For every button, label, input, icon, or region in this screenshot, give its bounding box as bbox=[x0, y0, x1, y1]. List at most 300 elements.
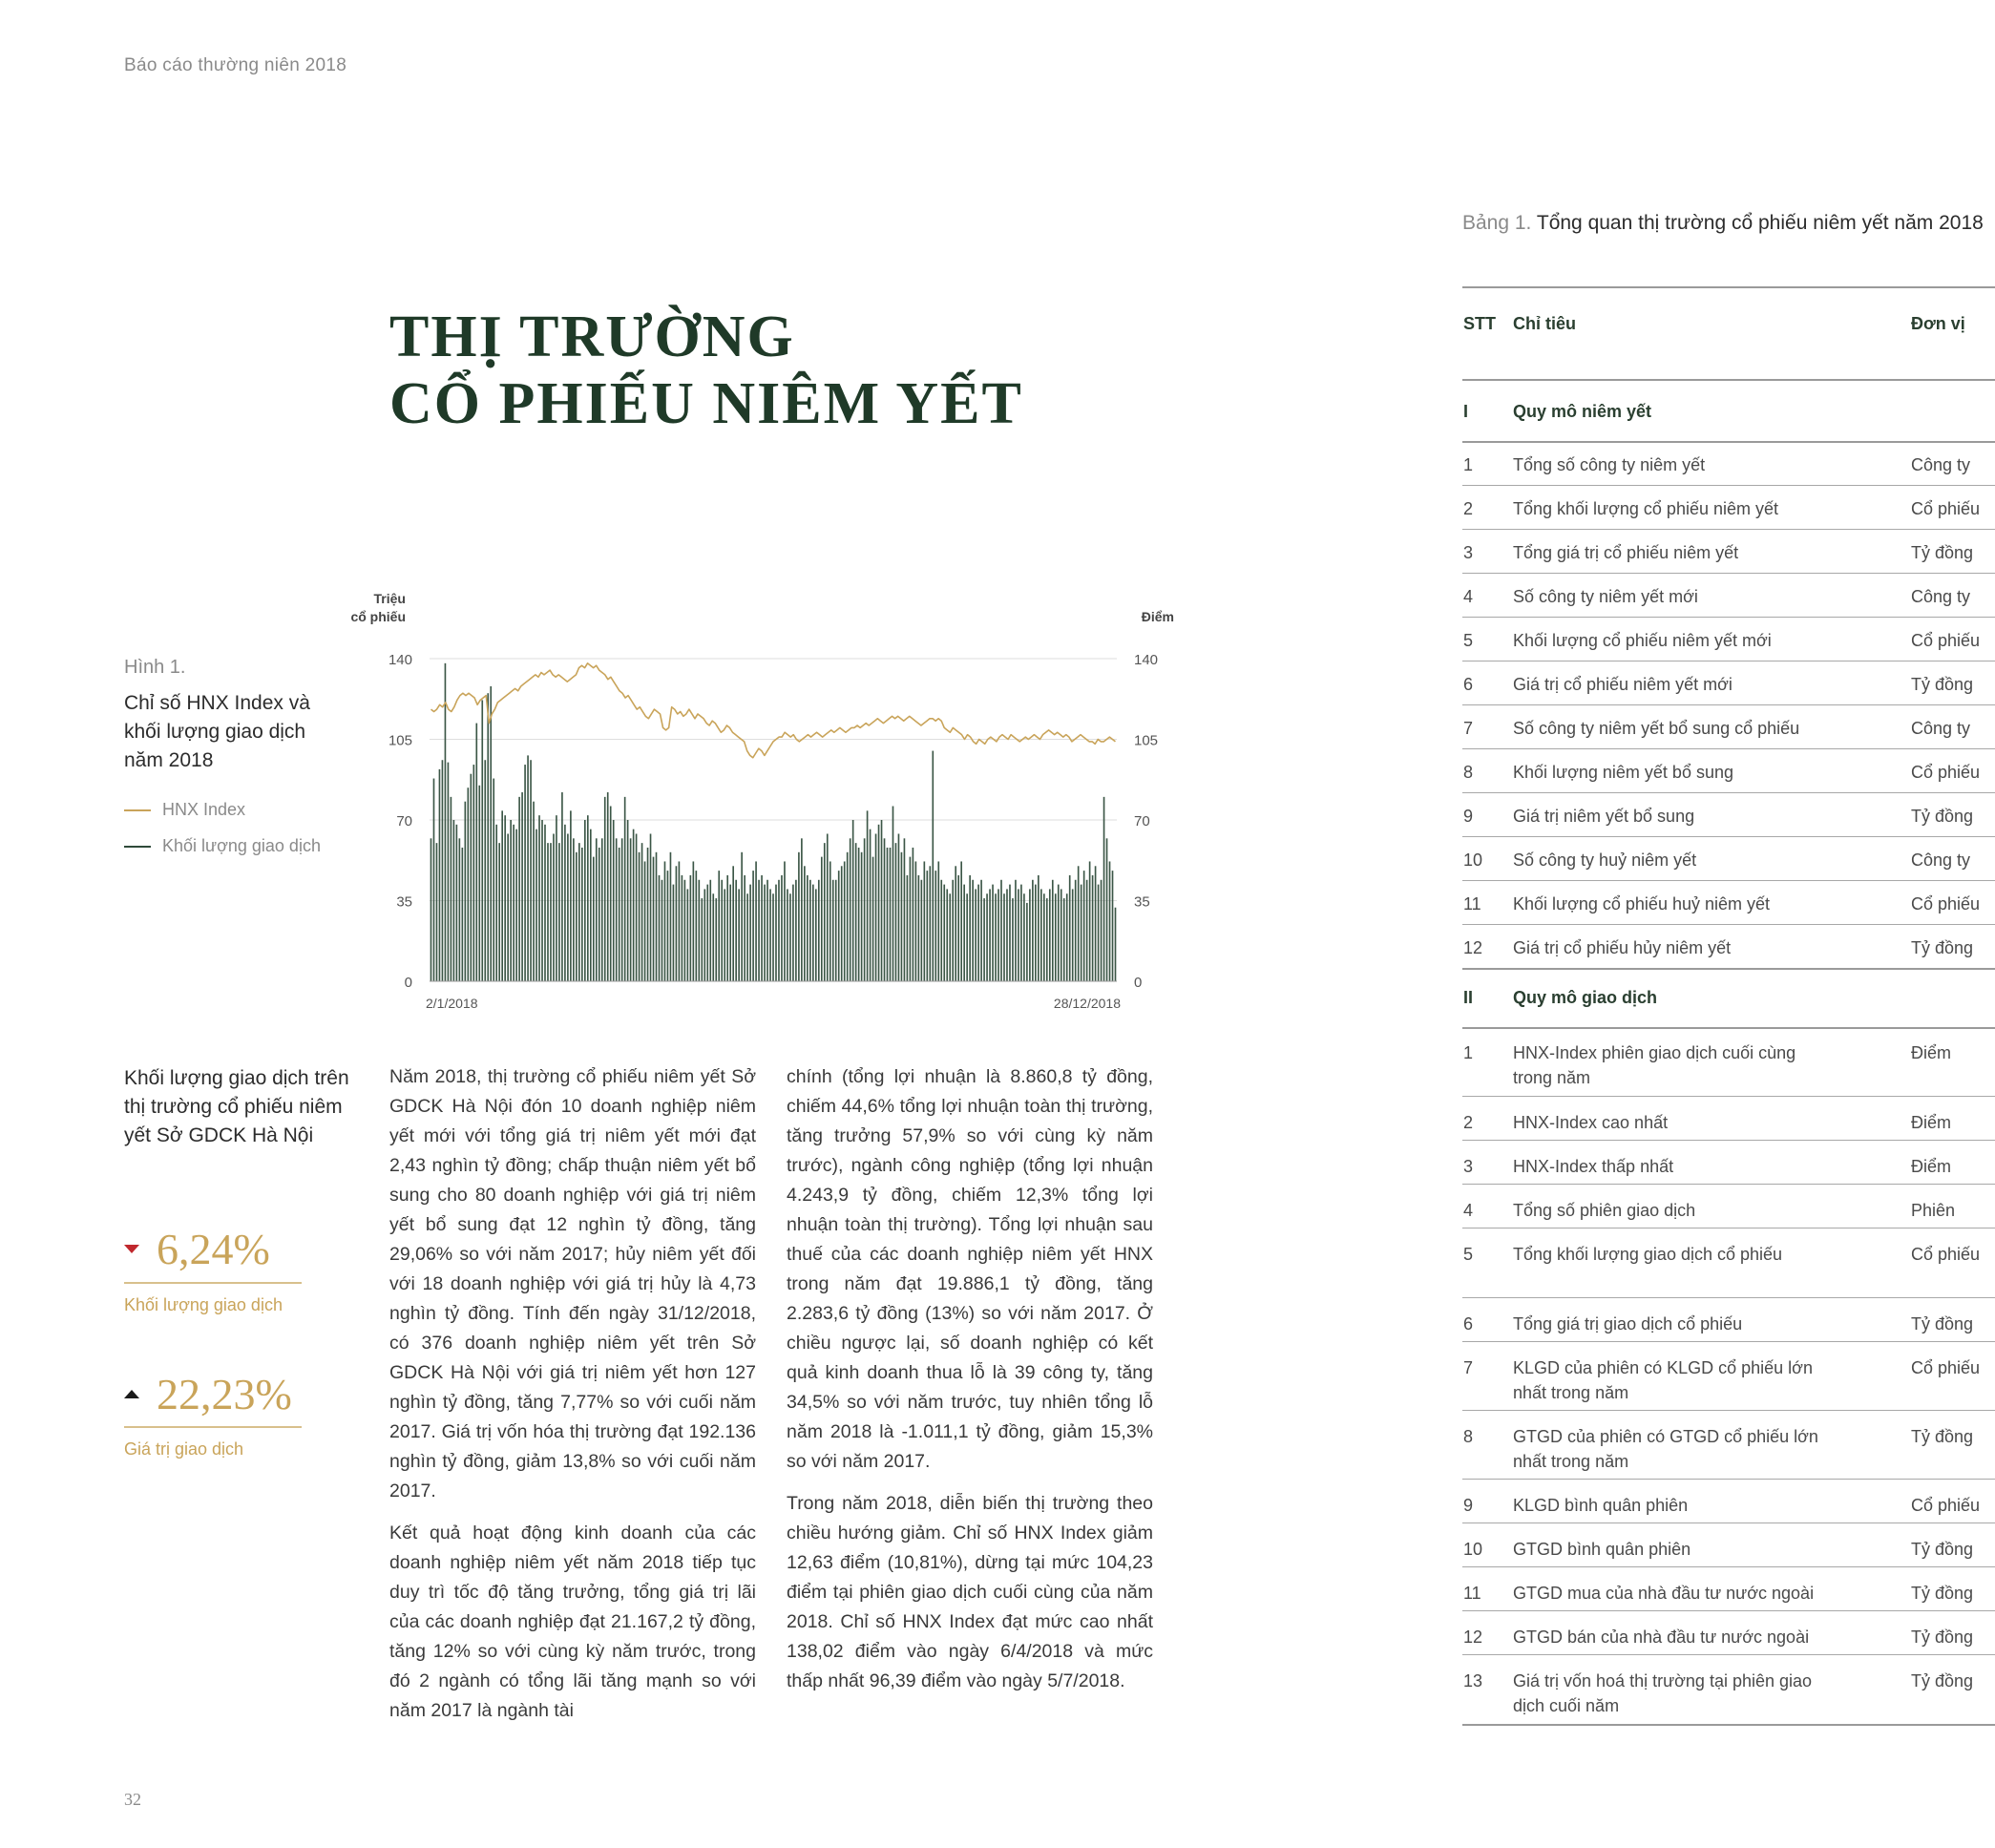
volume-bar bbox=[764, 885, 766, 981]
table-cell-chitieu: GTGD mua của nhà đầu tư nước ngoài bbox=[1513, 1584, 1815, 1603]
volume-bar bbox=[601, 838, 603, 981]
volume-bar bbox=[1115, 908, 1117, 981]
table-cell-stt: 8 bbox=[1463, 763, 1474, 782]
volume-bar bbox=[744, 875, 746, 981]
volume-bar bbox=[969, 875, 971, 981]
table-row-rule bbox=[1462, 617, 1995, 618]
volume-bar bbox=[824, 843, 826, 981]
table-row-rule bbox=[1462, 1522, 1995, 1523]
table-cell-stt: 10 bbox=[1463, 850, 1483, 870]
volume-bar bbox=[644, 861, 646, 981]
section-rule bbox=[1462, 1027, 1995, 1029]
volume-bar bbox=[1103, 797, 1105, 981]
volume-bar bbox=[581, 848, 583, 981]
table-cell-chitieu: Tổng giá trị cổ phiếu niêm yết bbox=[1513, 543, 1739, 562]
volume-bar bbox=[687, 889, 689, 981]
volume-bar bbox=[627, 820, 629, 981]
volume-bar bbox=[832, 880, 834, 981]
volume-bar bbox=[704, 889, 705, 981]
volume-bar bbox=[533, 802, 535, 981]
stat-label: Khối lượng giao dịch bbox=[124, 1295, 283, 1314]
table-cell-chitieu: KLGD của phiên có KLGD cổ phiếu lớn nhất trong năm bbox=[1513, 1358, 1813, 1402]
volume-bar bbox=[972, 880, 974, 981]
table-cell-donvi: Cổ phiếu bbox=[1911, 1496, 1981, 1515]
table-cell-donvi: Cổ phiếu bbox=[1911, 894, 1981, 914]
arrow-up-icon bbox=[124, 1390, 139, 1398]
volume-bar bbox=[550, 843, 552, 981]
volume-bar bbox=[584, 820, 586, 981]
table-row-rule bbox=[1462, 792, 1995, 793]
table-cell-stt: 5 bbox=[1463, 1245, 1474, 1264]
volume-bar bbox=[624, 797, 626, 981]
table-cell-donvi: Tỷ đồng bbox=[1911, 1540, 1974, 1559]
volume-bar bbox=[766, 880, 768, 981]
table-cell-stt: 6 bbox=[1463, 675, 1474, 694]
volume-bar bbox=[1098, 885, 1100, 981]
volume-bar bbox=[439, 769, 441, 981]
report-header: Báo cáo thường niên 2018 bbox=[124, 55, 347, 75]
table-row-rule bbox=[1462, 529, 1995, 530]
volume-bar bbox=[718, 871, 720, 981]
volume-bar bbox=[1020, 885, 1022, 981]
y-tick-label-right: 35 bbox=[1134, 893, 1150, 911]
table-cell-stt: 3 bbox=[1463, 543, 1474, 562]
volume-bar bbox=[462, 848, 464, 981]
table-cell-chitieu: GTGD bán của nhà đầu tư nước ngoài bbox=[1513, 1628, 1810, 1647]
volume-bar bbox=[864, 838, 866, 981]
volume-bar bbox=[498, 843, 500, 981]
volume-bar bbox=[676, 866, 678, 981]
volume-bar bbox=[621, 838, 623, 981]
volume-bar bbox=[878, 825, 880, 981]
volume-bar bbox=[1089, 861, 1091, 981]
volume-bar bbox=[619, 848, 620, 981]
volume-bar bbox=[830, 861, 831, 981]
volume-bar bbox=[998, 889, 999, 981]
volume-bar bbox=[481, 700, 483, 981]
volume-bar bbox=[861, 852, 863, 981]
table-cell-stt: 4 bbox=[1463, 587, 1474, 606]
volume-bar bbox=[910, 857, 912, 981]
volume-bar bbox=[604, 797, 606, 981]
volume-bar bbox=[670, 852, 672, 981]
volume-bar bbox=[1101, 880, 1102, 981]
volume-bar bbox=[726, 875, 728, 981]
table-row-rule bbox=[1462, 1566, 1995, 1567]
paragraph: chính (tổng lợi nhuận là 8.860,8 tỷ đồng, chiếm 44,6% tổng lợi nhuận toàn thị trường, tăng trưởng 57,9% so với cùng kỳ năm trước), ngành công nghiệp (tổng lợi nhuận 4.243,9 tỷ đồng, chiếm 12,3% tổng lợi nhuận toàn thị trường). Tổng lợi nhuận sau thuế của các doanh nghiệp niêm yết HNX trong năm đạt 19.886,1 tỷ đồng, tăng 2.283,6 tỷ đồng (13%) so với năm 2017. Ở chiều ngược lại, số doanh nghiệp có kết quả kinh doanh thua lỗ là 39 công ty, tăng 34,5% so với năm trước, tuy nhiên tổng lỗ năm 2018 là -1.011,1 tỷ đồng, giảm 15,3% so với năm 2017. bbox=[787, 1066, 1153, 1472]
volume-bar bbox=[815, 889, 817, 981]
y-tick-label-left: 70 bbox=[396, 813, 412, 830]
table-row-rule bbox=[1462, 1610, 1995, 1611]
volume-bar bbox=[724, 889, 725, 981]
volume-bar bbox=[975, 889, 976, 981]
volume-bar bbox=[693, 861, 695, 981]
volume-bar bbox=[921, 880, 923, 981]
legend-item-volume bbox=[124, 836, 321, 856]
table-cell-stt: 9 bbox=[1463, 1496, 1474, 1515]
volume-bar bbox=[696, 871, 698, 981]
volume-bar bbox=[1095, 866, 1097, 981]
volume-bar bbox=[1038, 875, 1040, 981]
volume-bar bbox=[541, 820, 543, 981]
volume-bar bbox=[884, 838, 886, 981]
table-row-rule bbox=[1462, 836, 1995, 837]
volume-bar bbox=[1106, 838, 1108, 981]
stat-volume bbox=[124, 1224, 270, 1274]
hnx-volume-chart bbox=[344, 582, 1174, 1012]
volume-bar bbox=[521, 792, 523, 981]
table-cell-donvi: Công ty bbox=[1911, 455, 1971, 474]
volume-bar bbox=[1006, 889, 1008, 981]
volume-bar bbox=[924, 861, 926, 981]
volume-bar bbox=[493, 779, 494, 981]
volume-bar bbox=[752, 871, 754, 981]
volume-bar bbox=[1060, 889, 1062, 981]
volume-bar bbox=[490, 686, 492, 981]
volume-bar bbox=[1029, 889, 1031, 981]
volume-bar bbox=[875, 833, 877, 981]
volume-bar bbox=[872, 857, 874, 981]
volume-bar bbox=[929, 866, 931, 981]
table-cell-stt: 2 bbox=[1463, 1113, 1474, 1132]
table-cell-donvi: Công ty bbox=[1911, 587, 1971, 606]
volume-bar bbox=[570, 810, 572, 981]
paragraph: Năm 2018, thị trường cổ phiếu niêm yết Sở GDCK Hà Nội đón 10 doanh nghiệp niêm yết mới với tổng giá trị niêm yết mới đạt 2,43 nghìn tỷ đồng; chấp thuận niêm yết bổ sung cho 80 doanh nghiệp với giá trị niêm yết bổ sung đạt 12 nghìn tỷ đồng, tăng 29,06% so với năm 2017; hủy niêm yết đối với 18 doanh nghiệp với giá trị hủy là 4,73 nghìn tỷ đồng. Tính đến ngày 31/12/2018, có 376 doanh nghiệp niêm yết trên Sở GDCK Hà Nội với giá trị niêm yết hơn 127 nghìn tỷ đồng, tăng 7,77% so với cuối năm 2017. Giá trị vốn hóa thị trường đạt 192.136 nghìn tỷ đồng, giảm 13,8% so với cuối năm 2017. bbox=[389, 1066, 756, 1502]
table-cell-stt: 6 bbox=[1463, 1314, 1474, 1334]
volume-bar bbox=[1046, 898, 1048, 981]
table-cell-donvi: Phiên bbox=[1911, 1201, 1956, 1220]
volume-bar bbox=[960, 861, 962, 981]
volume-bar bbox=[556, 815, 557, 981]
table-cell-chitieu: Tổng khối lượng giao dịch cổ phiếu bbox=[1513, 1245, 1783, 1264]
table-header-stt: STT bbox=[1463, 314, 1496, 333]
volume-bar bbox=[821, 857, 823, 981]
table-header-rule bbox=[1462, 379, 1995, 381]
volume-bar bbox=[852, 820, 854, 981]
volume-bar bbox=[798, 852, 800, 981]
table-cell-stt: 1 bbox=[1463, 1043, 1474, 1062]
volume-bar bbox=[475, 724, 477, 981]
table-cell-donvi: Điểm bbox=[1911, 1113, 1952, 1132]
section-stt: II bbox=[1463, 988, 1474, 1007]
table-row-rule bbox=[1462, 1724, 1995, 1726]
table-cell-chitieu: Số công ty niêm yết mới bbox=[1513, 587, 1698, 606]
table-cell-donvi: Điểm bbox=[1911, 1157, 1952, 1176]
table-row-rule bbox=[1462, 1096, 1995, 1097]
volume-bar bbox=[564, 825, 566, 981]
figure-number: Hình 1. bbox=[124, 657, 186, 678]
table-cell-chitieu: HNX-Index phiên giao dịch cuối cùng trong năm bbox=[1513, 1043, 1796, 1087]
volume-bar bbox=[456, 825, 458, 981]
table-row-rule bbox=[1462, 1654, 1995, 1655]
table-cell-chitieu: Giá trị cổ phiếu niêm yết mới bbox=[1513, 675, 1732, 694]
volume-bar bbox=[729, 885, 731, 981]
volume-bar bbox=[901, 852, 903, 981]
table-cell-donvi: Cổ phiếu bbox=[1911, 499, 1981, 518]
table-cell-donvi: Điểm bbox=[1911, 1043, 1952, 1062]
page-title-line-2: CỔ PHIẾU NIÊM YẾT bbox=[389, 371, 1023, 436]
volume-bar bbox=[527, 755, 529, 981]
volume-bar bbox=[650, 833, 652, 981]
volume-bar bbox=[701, 898, 703, 981]
volume-bar bbox=[673, 885, 675, 981]
volume-bar bbox=[536, 830, 537, 981]
table-row-rule bbox=[1462, 968, 1995, 970]
volume-bar bbox=[448, 763, 450, 981]
volume-bar bbox=[596, 838, 598, 981]
volume-bar bbox=[887, 848, 889, 981]
body-column-1 bbox=[389, 1062, 756, 1738]
table-cell-chitieu: Tổng giá trị giao dịch cổ phiếu bbox=[1513, 1314, 1743, 1334]
table-cell-donvi: Công ty bbox=[1911, 850, 1971, 870]
volume-bar bbox=[1058, 885, 1060, 981]
volume-bar bbox=[430, 838, 432, 981]
volume-bar bbox=[1015, 880, 1017, 981]
page-title-line-1: THỊ TRƯỜNG bbox=[389, 304, 795, 369]
volume-bar bbox=[656, 852, 658, 981]
volume-bar bbox=[784, 861, 786, 981]
table-cell-donvi: Cổ phiếu bbox=[1911, 763, 1981, 782]
volume-bar bbox=[684, 880, 686, 981]
volume-bar bbox=[1043, 893, 1045, 981]
body-column-2 bbox=[787, 1062, 1153, 1709]
volume-bar bbox=[818, 880, 820, 981]
table-row-rule bbox=[1462, 661, 1995, 662]
volume-bar bbox=[844, 861, 846, 981]
volume-bar bbox=[847, 852, 849, 981]
volume-bar bbox=[758, 880, 760, 981]
page-title bbox=[389, 304, 1023, 437]
table-cell-chitieu: Tổng số phiên giao dịch bbox=[1513, 1201, 1696, 1220]
stat-divider bbox=[124, 1282, 302, 1284]
volume-bar bbox=[801, 838, 803, 981]
volume-bar bbox=[1072, 889, 1074, 981]
volume-bar bbox=[659, 875, 661, 981]
volume-bar bbox=[735, 880, 737, 981]
volume-bar bbox=[662, 880, 663, 981]
table-cell-donvi: Công ty bbox=[1911, 719, 1971, 738]
volume-bar bbox=[598, 848, 600, 981]
volume-bar bbox=[607, 792, 609, 981]
volume-bar bbox=[915, 861, 917, 981]
volume-bar bbox=[989, 889, 991, 981]
volume-bar bbox=[1052, 880, 1054, 981]
volume-bar bbox=[1055, 893, 1057, 981]
volume-bar bbox=[636, 833, 638, 981]
volume-bar bbox=[867, 810, 869, 981]
volume-bar bbox=[1081, 885, 1082, 981]
volume-bar bbox=[804, 866, 806, 981]
table-top-rule bbox=[1462, 286, 1995, 288]
volume-bar bbox=[732, 866, 734, 981]
volume-bar bbox=[937, 861, 939, 981]
table-cell-chitieu: GTGD bình quân phiên bbox=[1513, 1540, 1691, 1559]
volume-bar bbox=[807, 875, 808, 981]
volume-bar bbox=[778, 880, 780, 981]
volume-bar bbox=[667, 871, 669, 981]
section-stt: I bbox=[1463, 402, 1469, 421]
volume-bar bbox=[518, 797, 520, 981]
table-row-rule bbox=[1462, 880, 1995, 881]
volume-bar bbox=[858, 848, 860, 981]
table-cell-donvi: Cổ phiếu bbox=[1911, 1358, 1981, 1377]
volume-bar bbox=[553, 833, 555, 981]
volume-bar bbox=[1035, 885, 1037, 981]
table-cell-chitieu: Tổng khối lượng cổ phiếu niêm yết bbox=[1513, 499, 1779, 518]
table-row-rule bbox=[1462, 1410, 1995, 1411]
x-tick-label-end: 28/12/2018 bbox=[1053, 996, 1121, 1011]
legend-item-hnx-index bbox=[124, 800, 245, 820]
table-cell-donvi: Tỷ đồng bbox=[1911, 1427, 1974, 1446]
hnx-index-line bbox=[431, 663, 1116, 758]
volume-bar bbox=[827, 833, 829, 981]
volume-bar bbox=[573, 838, 575, 981]
volume-bar bbox=[870, 830, 872, 981]
table-cell-stt: 13 bbox=[1463, 1671, 1483, 1690]
volume-bar bbox=[682, 875, 683, 981]
volume-bar bbox=[613, 820, 615, 981]
volume-bar bbox=[932, 751, 934, 981]
volume-bar bbox=[1012, 898, 1014, 981]
y-tick-label-right: 70 bbox=[1134, 813, 1150, 830]
volume-bar bbox=[741, 852, 743, 981]
volume-bar bbox=[949, 893, 951, 981]
volume-bar bbox=[507, 833, 509, 981]
volume-bar bbox=[639, 852, 640, 981]
volume-bar bbox=[1092, 875, 1094, 981]
volume-bar bbox=[955, 866, 956, 981]
volume-bar bbox=[513, 825, 514, 981]
volume-bar bbox=[578, 843, 580, 981]
table-cell-chitieu: Giá trị niêm yết bổ sung bbox=[1513, 807, 1695, 826]
volume-bar bbox=[898, 833, 900, 981]
volume-bar bbox=[1078, 866, 1080, 981]
volume-bar bbox=[445, 663, 447, 981]
table-row-rule bbox=[1462, 924, 1995, 925]
volume-bar bbox=[510, 820, 512, 981]
volume-bar bbox=[515, 830, 517, 981]
volume-bar bbox=[690, 875, 692, 981]
volume-bar bbox=[812, 885, 814, 981]
y-tick-label-left: 35 bbox=[396, 893, 412, 911]
table-cell-stt: 4 bbox=[1463, 1201, 1474, 1220]
volume-bar bbox=[809, 880, 811, 981]
legend-swatch-bar bbox=[124, 846, 151, 848]
stat-divider bbox=[124, 1426, 302, 1428]
volume-bar bbox=[795, 880, 797, 981]
volume-bar bbox=[471, 774, 472, 981]
volume-bar bbox=[1069, 875, 1071, 981]
y-tick-label-left: 140 bbox=[388, 652, 412, 668]
volume-bar bbox=[558, 843, 560, 981]
volume-bar bbox=[679, 861, 681, 981]
volume-bar bbox=[1086, 880, 1088, 981]
side-stats-title: Khối lượng giao dịch trên thị trường cổ phiếu niêm yết Sở GDCK Hà Nội bbox=[124, 1067, 349, 1146]
volume-bar bbox=[746, 893, 748, 981]
volume-bar bbox=[721, 880, 723, 981]
y-tick-label-right: 0 bbox=[1134, 975, 1143, 991]
table-cell-stt: 11 bbox=[1463, 894, 1481, 914]
volume-bar bbox=[484, 760, 486, 981]
volume-bar bbox=[1066, 893, 1068, 981]
volume-bar bbox=[789, 893, 791, 981]
volume-bar bbox=[433, 779, 435, 981]
volume-bar bbox=[576, 852, 578, 981]
volume-bar bbox=[709, 880, 711, 981]
table-cell-chitieu: KLGD bình quân phiên bbox=[1513, 1496, 1689, 1515]
volume-bar bbox=[547, 843, 549, 981]
volume-bar bbox=[772, 893, 774, 981]
volume-bar bbox=[459, 838, 461, 981]
legend-label: HNX Index bbox=[162, 800, 246, 819]
table-caption-text: Tổng quan thị trường cổ phiếu niêm yết năm 2018 bbox=[1536, 212, 1984, 234]
table-cell-chitieu: Giá trị cổ phiếu hủy niêm yết bbox=[1513, 938, 1732, 957]
volume-bar bbox=[946, 889, 948, 981]
volume-bar bbox=[561, 792, 563, 981]
table-cell-donvi: Cổ phiếu bbox=[1911, 1245, 1981, 1264]
y-tick-label-left: 0 bbox=[404, 975, 412, 991]
table-cell-donvi: Tỷ đồng bbox=[1911, 1584, 1974, 1603]
volume-bar bbox=[749, 885, 751, 981]
table-row-rule bbox=[1462, 573, 1995, 574]
volume-bar bbox=[442, 760, 444, 981]
volume-bar bbox=[1040, 889, 1042, 981]
table-caption bbox=[1462, 212, 1984, 235]
volume-bar bbox=[1026, 903, 1028, 981]
volume-bar bbox=[934, 871, 936, 981]
volume-bar bbox=[963, 885, 965, 981]
section-title: Quy mô giao dịch bbox=[1513, 988, 1658, 1007]
volume-bar bbox=[787, 889, 788, 981]
table-cell-chitieu: Khối lượng cổ phiếu niêm yết mới bbox=[1513, 631, 1772, 650]
volume-bar bbox=[966, 893, 968, 981]
volume-bar bbox=[918, 875, 920, 981]
table-cell-chitieu: Giá trị vốn hoá thị trường tại phiên giao dịch cuối năm bbox=[1513, 1671, 1813, 1715]
volume-bar bbox=[468, 788, 470, 981]
volume-bar bbox=[453, 820, 455, 981]
table-cell-chitieu: Số công ty niêm yết bổ sung cổ phiếu bbox=[1513, 719, 1800, 738]
volume-bar bbox=[890, 848, 892, 981]
x-tick-label-start: 2/1/2018 bbox=[426, 996, 478, 1011]
table-cell-stt: 10 bbox=[1463, 1540, 1483, 1559]
table-cell-donvi: Tỷ đồng bbox=[1911, 543, 1974, 562]
volume-bar bbox=[610, 807, 612, 981]
table-cell-stt: 7 bbox=[1463, 1358, 1474, 1377]
volume-bar bbox=[952, 880, 954, 981]
paragraph: Trong năm 2018, diễn biến thị trường theo chiều hướng giảm. Chỉ số HNX Index giảm 12,63 điểm (10,81%), dừng tại mức 104,23 điểm tại phiên giao dịch cuối cùng của năm 2018. Chỉ số HNX Index đạt mức cao nhất 138,02 điểm vào ngày 6/4/2018 và mức thấp nhất 96,39 điểm vào ngày 5/7/2018. bbox=[787, 1493, 1153, 1691]
section-title: Quy mô niêm yết bbox=[1513, 402, 1652, 421]
volume-bar bbox=[590, 830, 592, 981]
volume-bar bbox=[940, 880, 942, 981]
volume-bar bbox=[1083, 871, 1085, 981]
volume-bar bbox=[913, 848, 914, 981]
volume-bar bbox=[587, 815, 589, 981]
table-cell-donvi: Tỷ đồng bbox=[1911, 675, 1974, 694]
table-cell-stt: 12 bbox=[1463, 1628, 1483, 1647]
volume-bar bbox=[907, 875, 909, 981]
volume-bar bbox=[986, 893, 988, 981]
volume-bar bbox=[567, 833, 569, 981]
figure-title: Chỉ số HNX Index và khối lượng giao dịch năm 2018 bbox=[124, 692, 310, 771]
volume-bar bbox=[850, 838, 851, 981]
volume-bar bbox=[630, 838, 632, 981]
volume-bar bbox=[841, 866, 843, 981]
volume-bar bbox=[983, 898, 985, 981]
table-cell-donvi: Tỷ đồng bbox=[1911, 938, 1974, 957]
volume-bar bbox=[1009, 885, 1011, 981]
stat-label: Giá trị giao dịch bbox=[124, 1439, 244, 1459]
stat-value: 6,24% bbox=[157, 1225, 270, 1273]
